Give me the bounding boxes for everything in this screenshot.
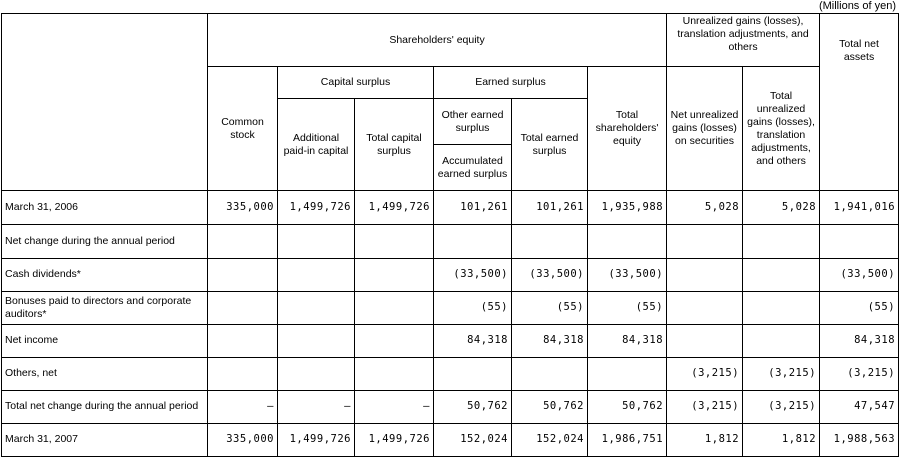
header-total-capital-surplus: Total capital surplus (355, 99, 434, 191)
table-cell: 1,986,751 (588, 423, 667, 456)
table-cell: 84,318 (434, 324, 512, 357)
row-label: Net income (2, 324, 208, 357)
table-cell (355, 225, 434, 258)
row-label: March 31, 2006 (2, 191, 208, 225)
table-cell (355, 324, 434, 357)
table-row (2, 423, 899, 456)
table-cell: (55) (434, 291, 512, 324)
header-net-unrealized: Net unrealized gains (losses) on securities (667, 67, 743, 191)
table-cell: 1,988,563 (820, 423, 899, 456)
row-label: Others, net (2, 357, 208, 390)
table-cell (208, 258, 278, 291)
header-earned-surplus: Earned surplus (434, 67, 588, 99)
table-row (2, 324, 899, 357)
row-label: Bonuses paid to directors and corporate auditors* (2, 291, 208, 324)
table-cell (208, 225, 278, 258)
table-cell: 5,028 (743, 191, 820, 225)
header-common-stock: Common stock (208, 67, 278, 191)
table-cell (820, 225, 899, 258)
table-cell: 1,499,726 (355, 191, 434, 225)
table-cell (667, 324, 743, 357)
table-row (2, 258, 899, 291)
table-cell (667, 258, 743, 291)
table-cell: 1,499,726 (278, 423, 355, 456)
table-cell: 50,762 (512, 390, 588, 423)
table-cell: 1,812 (667, 423, 743, 456)
table-cell: (33,500) (512, 258, 588, 291)
header-blank (2, 14, 208, 191)
table-cell: 1,499,726 (355, 423, 434, 456)
table-cell: 84,318 (512, 324, 588, 357)
table-cell: 101,261 (434, 191, 512, 225)
table-row (2, 357, 899, 390)
table-cell: 335,000 (208, 191, 278, 225)
table-cell (208, 357, 278, 390)
equity-statement-table (1, 13, 899, 457)
table-cell: 1,941,016 (820, 191, 899, 225)
row-label: March 31, 2007 (2, 423, 208, 456)
table-cell (278, 324, 355, 357)
table-cell (743, 225, 820, 258)
table-cell (278, 225, 355, 258)
table-cell (667, 291, 743, 324)
header-total-shareholders-equity: Total shareholders' equity (588, 67, 667, 191)
table-cell (278, 357, 355, 390)
table-cell: (55) (588, 291, 667, 324)
table-cell (434, 357, 512, 390)
table-cell: (3,215) (820, 357, 899, 390)
table-cell (278, 258, 355, 291)
table-cell (588, 225, 667, 258)
table-cell (588, 357, 667, 390)
header-total-earned-surplus: Total earned surplus (512, 99, 588, 191)
header-total-unrealized: Total unrealized gains (losses), translation adjustments, and others (743, 67, 820, 191)
table-cell (743, 258, 820, 291)
table-cell: (3,215) (667, 357, 743, 390)
table-cell: (3,215) (667, 390, 743, 423)
table-cell: 1,935,988 (588, 191, 667, 225)
table-cell: 84,318 (820, 324, 899, 357)
table-cell: 152,024 (512, 423, 588, 456)
table-row (2, 390, 899, 423)
table-cell (278, 291, 355, 324)
table-cell (743, 324, 820, 357)
table-cell: (3,215) (743, 390, 820, 423)
table-cell: 47,547 (820, 390, 899, 423)
table-cell: (55) (820, 291, 899, 324)
table-cell: 1,499,726 (278, 191, 355, 225)
table-cell: (33,500) (820, 258, 899, 291)
table-cell: (33,500) (434, 258, 512, 291)
table-cell: 335,000 (208, 423, 278, 456)
table-cell: 152,024 (434, 423, 512, 456)
table-cell: 101,261 (512, 191, 588, 225)
table-cell (667, 225, 743, 258)
table-cell: 5,028 (667, 191, 743, 225)
table-cell (512, 357, 588, 390)
header-accumulated-earned-surplus: Accumulated earned surplus (434, 145, 512, 191)
table-cell: (55) (512, 291, 588, 324)
header-capital-surplus: Capital surplus (278, 67, 434, 99)
table-cell (355, 291, 434, 324)
row-label: Cash dividends* (2, 258, 208, 291)
table-cell: – (278, 390, 355, 423)
table-cell (208, 324, 278, 357)
table-cell: 50,762 (588, 390, 667, 423)
table-cell: – (355, 390, 434, 423)
table-row (2, 225, 899, 258)
header-unrealized: Unrealized gains (losses), translation adjustments, and others (667, 14, 820, 67)
table-cell (355, 258, 434, 291)
table-row (2, 291, 899, 324)
table-cell (208, 291, 278, 324)
unit-note: (Millions of yen) (818, 0, 896, 12)
header-shareholders-equity: Shareholders' equity (208, 14, 667, 67)
header-additional-paid-in: Additional paid-in capital (278, 99, 355, 191)
table-cell (512, 225, 588, 258)
row-label: Total net change during the annual period (2, 390, 208, 423)
header-other-earned-surplus: Other earned surplus (434, 99, 512, 145)
table-cell: – (208, 390, 278, 423)
table-row (2, 191, 899, 225)
table-cell (434, 225, 512, 258)
table-cell: 84,318 (588, 324, 667, 357)
table-cell: 1,812 (743, 423, 820, 456)
table-cell (355, 357, 434, 390)
table-cell: (33,500) (588, 258, 667, 291)
table-cell: (3,215) (743, 357, 820, 390)
row-label: Net change during the annual period (2, 225, 208, 258)
table-cell: 50,762 (434, 390, 512, 423)
header-total-net-assets: Total net assets (820, 14, 899, 191)
table-cell (743, 291, 820, 324)
